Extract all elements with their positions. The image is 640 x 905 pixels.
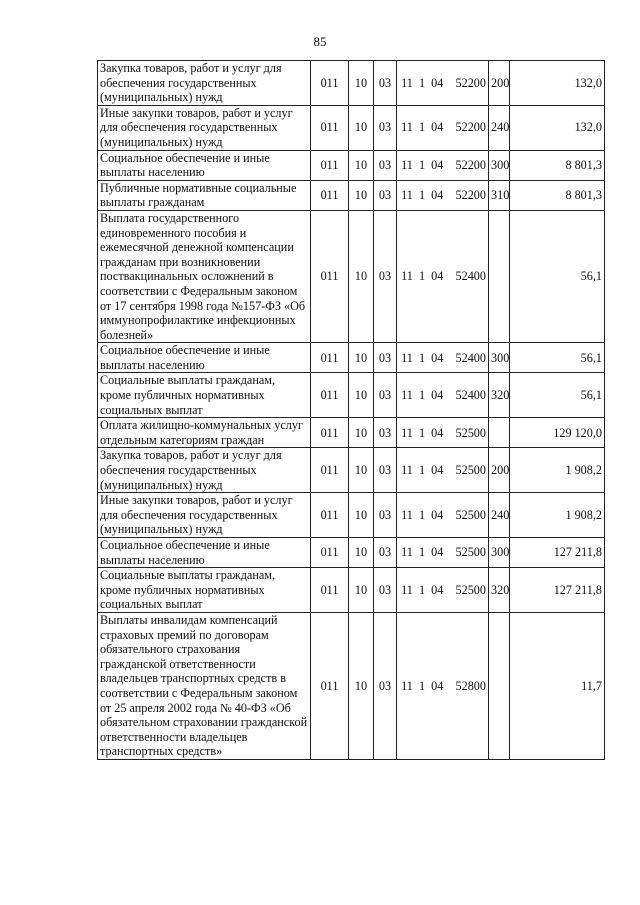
table-row bbox=[98, 493, 605, 538]
target-article-code: 11 1 04 52500 bbox=[397, 448, 489, 493]
row-description: Оплата жилищно-коммунальных услуг отдельным категориям граждан bbox=[98, 418, 311, 448]
expense-type-code bbox=[489, 612, 510, 759]
target-article-code: 11 1 04 52400 bbox=[397, 373, 489, 418]
expense-type-code: 240 bbox=[489, 493, 510, 538]
subsection-code: 03 bbox=[374, 180, 397, 210]
target-article-code: 11 1 04 52400 bbox=[397, 343, 489, 373]
table-row bbox=[98, 105, 605, 150]
table-row bbox=[98, 343, 605, 373]
admin-code: 011 bbox=[311, 568, 349, 613]
row-description: Социальное обеспечение и иные выплаты населению bbox=[98, 538, 311, 568]
subsection-code: 03 bbox=[374, 343, 397, 373]
row-description: Иные закупки товаров, работ и услуг для обеспечения государственных (муниципальных) нужд bbox=[98, 493, 311, 538]
row-description: Закупка товаров, работ и услуг для обеспечения государственных (муниципальных) нужд bbox=[98, 448, 311, 493]
admin-code: 011 bbox=[311, 493, 349, 538]
amount: 56,1 bbox=[510, 373, 605, 418]
target-article-code: 11 1 04 52200 bbox=[397, 105, 489, 150]
subsection-code: 03 bbox=[374, 448, 397, 493]
expense-type-code: 300 bbox=[489, 343, 510, 373]
expense-type-code: 320 bbox=[489, 568, 510, 613]
admin-code: 011 bbox=[311, 210, 349, 342]
section-code: 10 bbox=[349, 343, 374, 373]
section-code: 10 bbox=[349, 493, 374, 538]
admin-code: 011 bbox=[311, 448, 349, 493]
subsection-code: 03 bbox=[374, 105, 397, 150]
expense-type-code: 200 bbox=[489, 448, 510, 493]
row-description: Выплаты инвалидам компенсаций страховых премий по договорам обязательного страхования гражданской ответственности владельцев транспортных средств в соответствии с Федеральным законом от 25 апреля 2002 года № 40-ФЗ «Об обязательном страховании гражданской ответственности владельцев транспортных средств» bbox=[98, 612, 311, 759]
amount: 127 211,8 bbox=[510, 538, 605, 568]
row-description: Социальное обеспечение и иные выплаты населению bbox=[98, 150, 311, 180]
target-article-code: 11 1 04 52500 bbox=[397, 418, 489, 448]
target-article-code: 11 1 04 52500 bbox=[397, 538, 489, 568]
table-row bbox=[98, 373, 605, 418]
target-article-code: 11 1 04 52800 bbox=[397, 612, 489, 759]
target-article-code: 11 1 04 52200 bbox=[397, 150, 489, 180]
table-row bbox=[98, 448, 605, 493]
amount: 56,1 bbox=[510, 343, 605, 373]
page-number: 85 bbox=[313, 34, 327, 49]
row-description: Закупка товаров, работ и услуг для обеспечения государственных (муниципальных) нужд bbox=[98, 61, 311, 106]
subsection-code: 03 bbox=[374, 373, 397, 418]
expense-type-code bbox=[489, 418, 510, 448]
section-code: 10 bbox=[349, 61, 374, 106]
amount: 129 120,0 bbox=[510, 418, 605, 448]
amount: 56,1 bbox=[510, 210, 605, 342]
section-code: 10 bbox=[349, 568, 374, 613]
table-row bbox=[98, 180, 605, 210]
admin-code: 011 bbox=[311, 538, 349, 568]
target-article-code: 11 1 04 52200 bbox=[397, 61, 489, 106]
expense-type-code: 300 bbox=[489, 538, 510, 568]
section-code: 10 bbox=[349, 538, 374, 568]
amount: 11,7 bbox=[510, 612, 605, 759]
subsection-code: 03 bbox=[374, 612, 397, 759]
target-article-code: 11 1 04 52500 bbox=[397, 568, 489, 613]
amount: 8 801,3 bbox=[510, 180, 605, 210]
section-code: 10 bbox=[349, 105, 374, 150]
subsection-code: 03 bbox=[374, 568, 397, 613]
table-row bbox=[98, 612, 605, 759]
admin-code: 011 bbox=[311, 61, 349, 106]
subsection-code: 03 bbox=[374, 538, 397, 568]
admin-code: 011 bbox=[311, 150, 349, 180]
budget-table bbox=[97, 60, 605, 760]
row-description: Выплата государственного единовременного пособия и ежемесячной денежной компенсации гражданам при возникновении поствакцинальных осложнений в соответствии с Федеральным законом от 17 сентября 1998 года №157-ФЗ «Об иммунопрофилактике инфекционных болезней» bbox=[98, 210, 311, 342]
row-description: Социальные выплаты гражданам, кроме публичных нормативных социальных выплат bbox=[98, 568, 311, 613]
amount: 132,0 bbox=[510, 105, 605, 150]
table-row bbox=[98, 418, 605, 448]
amount: 1 908,2 bbox=[510, 493, 605, 538]
amount: 8 801,3 bbox=[510, 150, 605, 180]
section-code: 10 bbox=[349, 448, 374, 493]
section-code: 10 bbox=[349, 373, 374, 418]
table-row bbox=[98, 568, 605, 613]
subsection-code: 03 bbox=[374, 210, 397, 342]
admin-code: 011 bbox=[311, 105, 349, 150]
table-row bbox=[98, 61, 605, 106]
row-description: Социальные выплаты гражданам, кроме публичных нормативных социальных выплат bbox=[98, 373, 311, 418]
section-code: 10 bbox=[349, 210, 374, 342]
section-code: 10 bbox=[349, 150, 374, 180]
expense-type-code: 300 bbox=[489, 150, 510, 180]
expense-type-code: 320 bbox=[489, 373, 510, 418]
amount: 127 211,8 bbox=[510, 568, 605, 613]
admin-code: 011 bbox=[311, 180, 349, 210]
expense-type-code: 200 bbox=[489, 61, 510, 106]
table-row bbox=[98, 150, 605, 180]
table-row bbox=[98, 538, 605, 568]
row-description: Публичные нормативные социальные выплаты гражданам bbox=[98, 180, 311, 210]
table-row bbox=[98, 210, 605, 342]
admin-code: 011 bbox=[311, 373, 349, 418]
subsection-code: 03 bbox=[374, 493, 397, 538]
target-article-code: 11 1 04 52500 bbox=[397, 493, 489, 538]
section-code: 10 bbox=[349, 612, 374, 759]
section-code: 10 bbox=[349, 180, 374, 210]
target-article-code: 11 1 04 52200 bbox=[397, 180, 489, 210]
admin-code: 011 bbox=[311, 343, 349, 373]
subsection-code: 03 bbox=[374, 150, 397, 180]
subsection-code: 03 bbox=[374, 418, 397, 448]
target-article-code: 11 1 04 52400 bbox=[397, 210, 489, 342]
subsection-code: 03 bbox=[374, 61, 397, 106]
section-code: 10 bbox=[349, 418, 374, 448]
row-description: Социальное обеспечение и иные выплаты населению bbox=[98, 343, 311, 373]
admin-code: 011 bbox=[311, 612, 349, 759]
amount: 132,0 bbox=[510, 61, 605, 106]
expense-type-code: 240 bbox=[489, 105, 510, 150]
admin-code: 011 bbox=[311, 418, 349, 448]
expense-type-code: 310 bbox=[489, 180, 510, 210]
row-description: Иные закупки товаров, работ и услуг для обеспечения государственных (муниципальных) нужд bbox=[98, 105, 311, 150]
expense-type-code bbox=[489, 210, 510, 342]
amount: 1 908,2 bbox=[510, 448, 605, 493]
